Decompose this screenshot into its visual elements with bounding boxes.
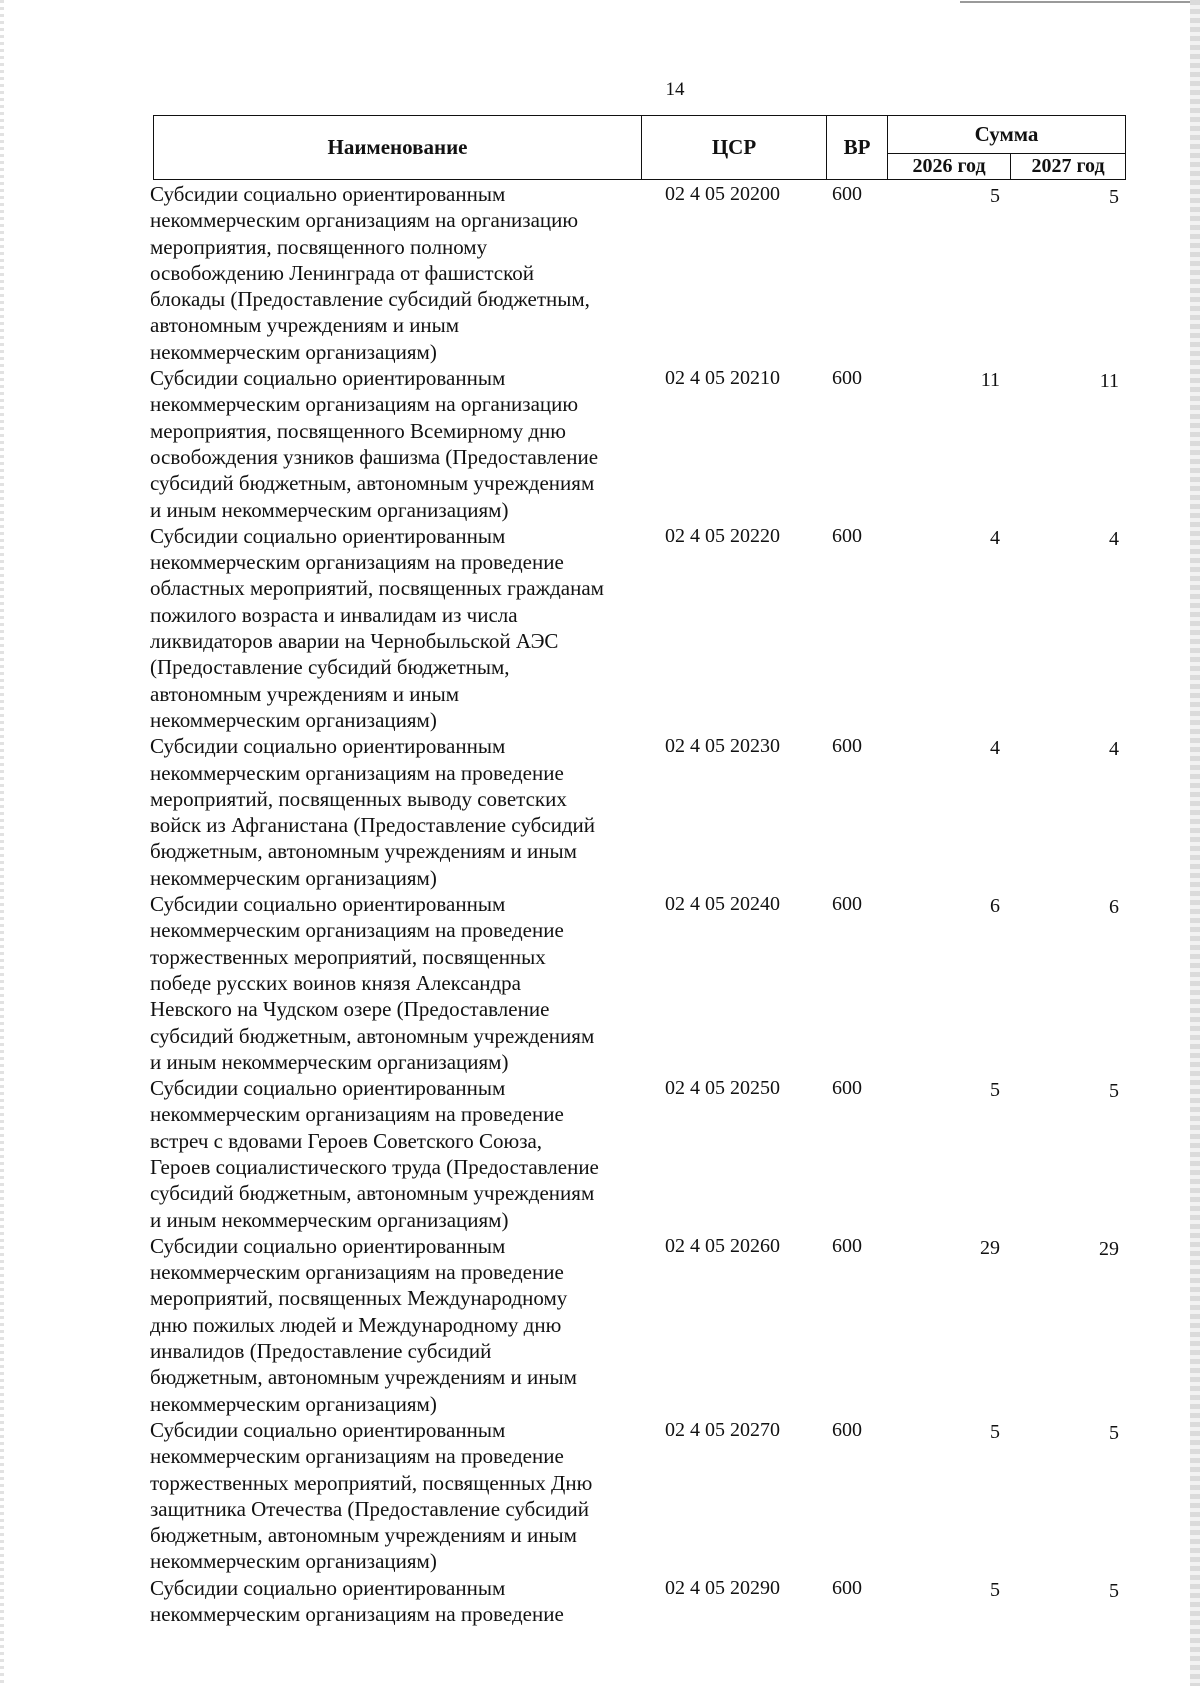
- row-name: Субсидии социально ориентированным некоммерческим организациям на организацию мероприятия, посвященного Всемирному дню освобождения узников фашизма (Предоставление субсидий бюджетным, автономным учреждениям и иным некоммерческим организациям): [150, 366, 599, 522]
- row-amount-2027: 6: [1109, 896, 1119, 919]
- table-row: [0, 733, 1200, 891]
- row-amount-2026: 5: [990, 1420, 1000, 1443]
- row-vr: 600: [832, 183, 862, 205]
- row-amount-2027: 5: [1109, 1579, 1119, 1602]
- table-row: [0, 1417, 1200, 1575]
- header-sum: Сумма: [888, 116, 1125, 154]
- table-row: [0, 1575, 1200, 1628]
- header-year-2027: 2027 год: [1031, 155, 1105, 177]
- table-body: [0, 181, 1200, 1627]
- row-amount-2027: 11: [1099, 370, 1119, 393]
- row-csr: 02 4 05 20220: [665, 524, 780, 547]
- table-header: [153, 115, 1126, 180]
- table-row: [0, 891, 1200, 1075]
- table-row: [0, 1233, 1200, 1417]
- row-amount-2027: 4: [1109, 527, 1119, 550]
- header-vr: ВР: [827, 116, 888, 179]
- row-csr: 02 4 05 20210: [665, 367, 780, 390]
- scan-top-line: [960, 1, 1190, 3]
- row-name: Субсидии социально ориентированным некоммерческим организациям на проведение торжественных мероприятий, посвященных Дню защитника Отечества (Предоставление субсидий бюджетным, автономным учреждениям и иным некоммерческим организациям): [150, 1417, 593, 1574]
- row-amount-2026: 6: [990, 895, 1000, 918]
- row-name: Субсидии социально ориентированным некоммерческим организациям на проведение мероприятий, посвященных выводу советских войск из Афганистана (Предоставление субсидий бюджетным, автономным учреждениям и иным некоммерческим организациям): [150, 734, 595, 890]
- row-amount-2027: 4: [1109, 738, 1119, 761]
- row-vr: 600: [832, 1077, 862, 1100]
- row-amount-2026: 5: [990, 185, 1000, 207]
- row-name: Субсидии социально ориентированным некоммерческим организациям на проведение торжественных мероприятий, посвященных победе русских воинов князя Александра Невского на Чудском озере (Предоставление субсидий бюджетным, автономным учреждениям и иным некоммерческим организациям): [150, 892, 595, 1074]
- row-csr: 02 4 05 20230: [665, 735, 780, 758]
- row-name: Субсидии социально ориентированным некоммерческим организациям на проведение: [150, 1575, 564, 1627]
- row-name: Субсидии социально ориентированным некоммерческим организациям на проведение мероприятий, посвященных Международному дню пожилых людей и Международному дню инвалидов (Предоставление субсидий бюджетным, автономным учреждениям и иным некоммерческим организациям): [150, 1233, 577, 1416]
- table-row: [0, 1075, 1200, 1233]
- row-amount-2026: 4: [990, 526, 1000, 549]
- row-amount-2027: 5: [1109, 1421, 1119, 1444]
- row-amount-2026: 29: [980, 1236, 1000, 1259]
- row-vr: 600: [832, 367, 862, 390]
- row-amount-2027: 5: [1109, 1080, 1119, 1103]
- row-name: Субсидии социально ориентированным некоммерческим организациям на проведение областных мероприятий, посвященных гражданам пожилого возраста и инвалидам из числа ликвидаторов аварии на Чернобыльской АЭС (Предоставление субсидий бюджетным, автономным учреждениям и иным некоммерческим организациям): [150, 523, 604, 732]
- row-amount-2026: 5: [990, 1079, 1000, 1102]
- row-name: Субсидии социально ориентированным некоммерческим организациям на организацию мероприятия, посвященного полному освобождению Ленинграда от фашистской блокады (Предоставление субсидий бюджетным, автономным учреждениям и иным некоммерческим организациям): [150, 182, 590, 364]
- row-csr: 02 4 05 20270: [665, 1418, 780, 1441]
- row-amount-2026: 5: [990, 1578, 1000, 1601]
- header-year-2026: 2026 год: [888, 154, 1011, 179]
- page-number: 14: [665, 79, 685, 100]
- row-csr: 02 4 05 20290: [665, 1576, 780, 1599]
- row-vr: 600: [832, 735, 862, 758]
- row-vr: 600: [832, 893, 862, 916]
- row-vr: 600: [832, 1576, 862, 1599]
- table-row: [0, 181, 1200, 365]
- row-name: Субсидии социально ориентированным некоммерческим организациям на проведение встреч с вдовами Героев Советского Союза, Героев социалистического труда (Предоставление субсидий бюджетным, автономным учреждениям и иным некоммерческим организациям): [150, 1076, 599, 1232]
- table-row: [0, 365, 1200, 523]
- row-amount-2027: 5: [1109, 186, 1119, 208]
- row-csr: 02 4 05 20200: [665, 183, 780, 205]
- row-csr: 02 4 05 20250: [665, 1077, 780, 1100]
- row-vr: 600: [832, 1418, 862, 1441]
- row-vr: 600: [832, 1234, 862, 1257]
- row-amount-2027: 29: [1099, 1237, 1119, 1260]
- row-amount-2026: 11: [980, 369, 1000, 392]
- table-row: [0, 523, 1200, 733]
- header-csr: ЦСР: [642, 116, 827, 179]
- row-csr: 02 4 05 20240: [665, 893, 780, 916]
- row-csr: 02 4 05 20260: [665, 1234, 780, 1257]
- header-name: Наименование: [154, 116, 642, 179]
- row-amount-2026: 4: [990, 737, 1000, 760]
- row-vr: 600: [832, 524, 862, 547]
